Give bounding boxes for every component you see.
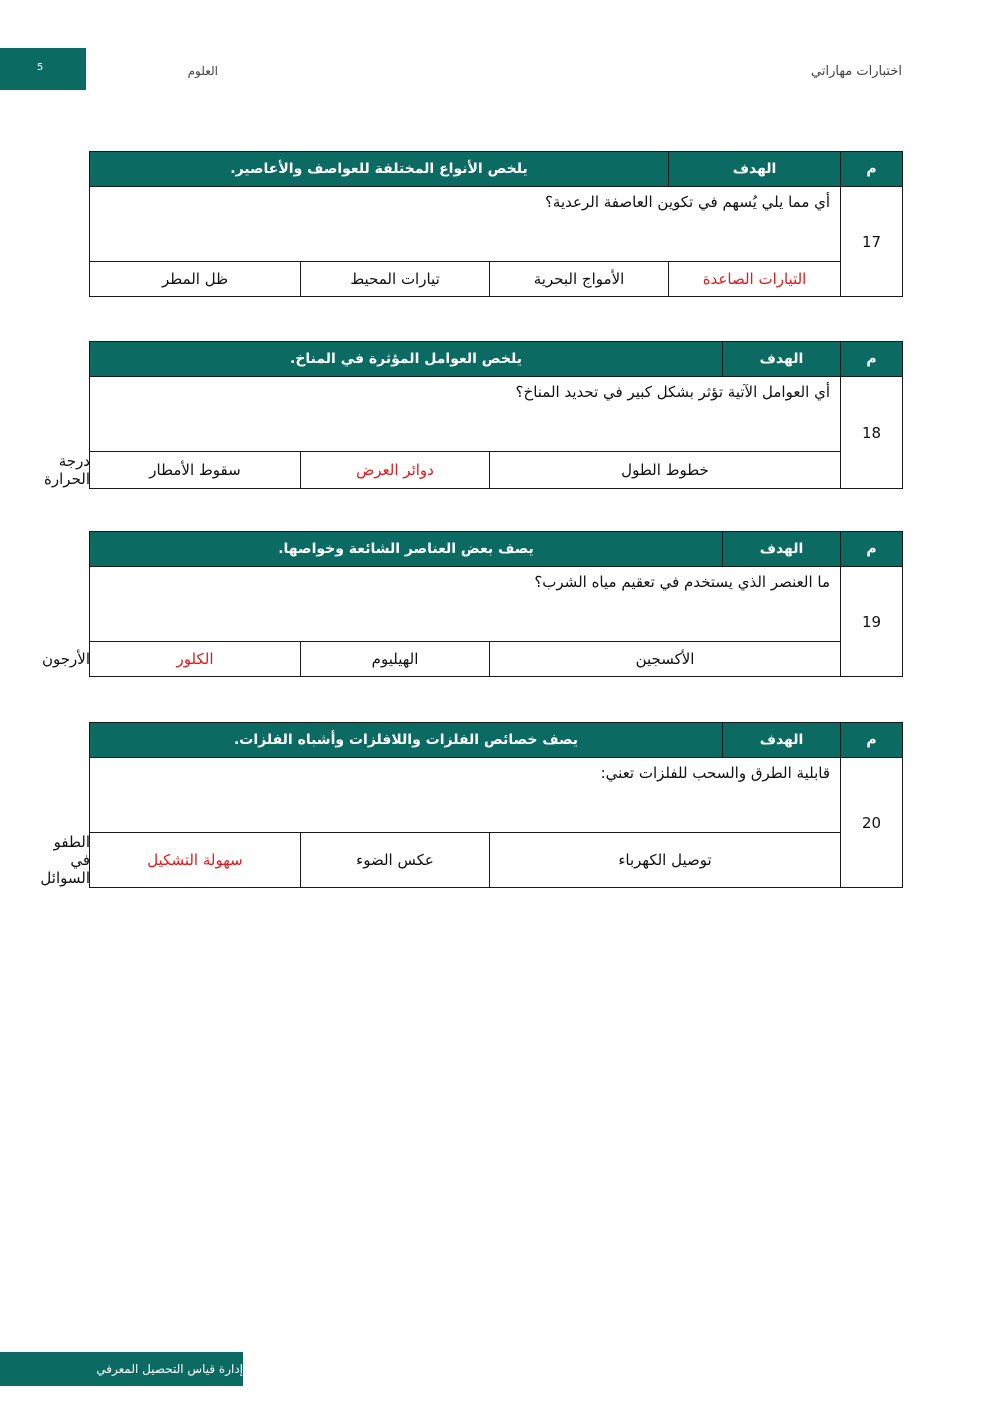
option-2: دوائر العرض [301, 452, 490, 489]
option-3: سقوط الأمطار [90, 452, 301, 489]
goal-header: الهدف [669, 152, 841, 187]
goal-text: يلخص الأنواع المختلفة للعواصف والأعاصير. [90, 152, 669, 187]
question-table-17 [89, 151, 903, 297]
question-stem: قابلية الطرق والسحب للفلزات تعني: [90, 758, 841, 833]
question-stem: ما العنصر الذي يستخدم في تعقيم مياه الشرب؟ [90, 567, 841, 642]
page-number: 5 [0, 48, 86, 90]
question-number: 17 [841, 187, 903, 297]
m-header: م [841, 152, 903, 187]
m-header: م [841, 723, 903, 758]
goal-header: الهدف [723, 723, 841, 758]
goal-header: الهدف [723, 532, 841, 567]
footer-label: إدارة قياس التحصيل المعرفي [0, 1352, 243, 1386]
option-3: سهولة التشكيل [90, 833, 301, 888]
m-header: م [841, 342, 903, 377]
question-number: 19 [841, 567, 903, 677]
option-1: الأكسجين [490, 642, 841, 677]
option-1: خطوط الطول [490, 452, 841, 489]
subject-label: العلوم [187, 64, 218, 78]
question-stem: أي مما يلي يُسهم في تكوين العاصفة الرعدية؟ [90, 187, 841, 262]
question-number: 18 [841, 377, 903, 489]
m-header: م [841, 532, 903, 567]
goal-header: الهدف [723, 342, 841, 377]
option-3: الكلور [90, 642, 301, 677]
option-2: عكس الضوء [301, 833, 490, 888]
option-4: ظل المطر [90, 262, 301, 297]
goal-text: يلخص العوامل المؤثرة في المناخ. [90, 342, 723, 377]
question-table-18: م الهدف يلخص العوامل المؤثرة في المناخ. 18 أي العوامل الآتية تؤثر بشكل كبير في تحديد المناخ؟ خطوط الطول دوائر العرض سقوط الأمطار درجة الحرارة [89, 341, 903, 489]
option-1: توصيل الكهرباء [490, 833, 841, 888]
question-number: 20 [841, 758, 903, 888]
question-table-20: م الهدف يصف خصائص الفلزات واللافلزات وأشباه الفلزات. 20 قابلية الطرق والسحب للفلزات تعني: توصيل الكهرباء عكس الضوء سهولة التشكيل الطفو في السوائل [89, 722, 903, 888]
option-3: تيارات المحيط [301, 262, 490, 297]
goal-text: يصف خصائص الفلزات واللافلزات وأشباه الفلزات. [90, 723, 723, 758]
option-1: التيارات الصاعدة [669, 262, 841, 297]
goal-text: يصف بعض العناصر الشائعة وخواصها. [90, 532, 723, 567]
document-title: اختبارات مهاراتي [811, 64, 902, 79]
option-2: الهيليوم [301, 642, 490, 677]
question-table-19: م الهدف يصف بعض العناصر الشائعة وخواصها. 19 ما العنصر الذي يستخدم في تعقيم مياه الشرب؟ الأكسجين الهيليوم الكلور الأرجون [89, 531, 903, 677]
question-stem: أي العوامل الآتية تؤثر بشكل كبير في تحديد المناخ؟ [90, 377, 841, 452]
option-2: الأمواج البحرية [490, 262, 669, 297]
